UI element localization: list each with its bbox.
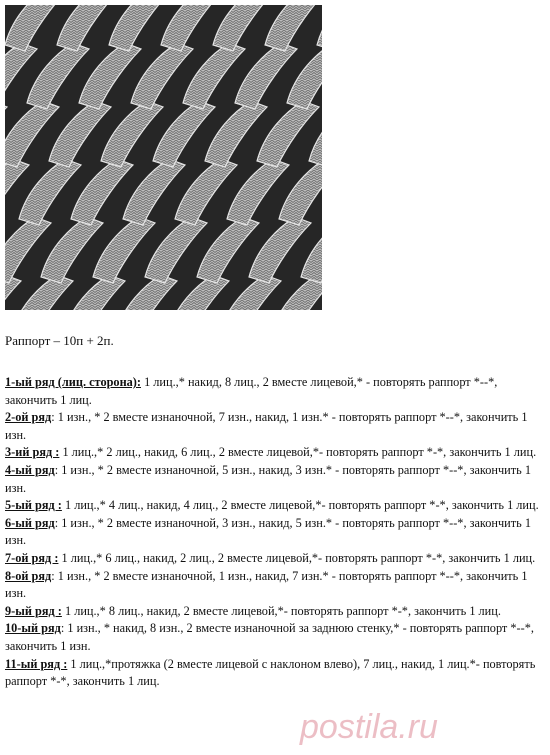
rapport-line: Раппорт – 10п + 2п. — [5, 333, 114, 348]
row-label: 7-ой ряд : — [5, 550, 59, 565]
row-6 — [5, 515, 540, 550]
row-label: 6-ый ряд — [5, 515, 55, 530]
row-label: 3-ий ряд : — [5, 445, 60, 460]
row-7 — [5, 550, 540, 568]
row-text: 1 лиц.,* 2 лиц., накид, 6 лиц., 2 вместе лицевой,*- повторять раппорт *-*, закончить 1 лиц. — [59, 445, 537, 460]
knit-pattern-photo — [5, 5, 322, 310]
row-5 — [5, 497, 540, 515]
row-3 — [5, 444, 540, 462]
row-text: : 1 изн., * 2 вместе изнаночной, 1 изн., накид, 7 изн.* - повторять раппорт *--*, закончить 1 изн. — [5, 568, 528, 601]
row-10 — [5, 620, 540, 655]
row-label: 5-ый ряд : — [5, 498, 62, 513]
row-8 — [5, 568, 540, 603]
instructions — [5, 374, 540, 691]
row-4 — [5, 462, 540, 497]
row-text: : 1 изн., * 2 вместе изнаночной, 7 изн., накид, 1 изн.* - повторять раппорт *--*, закончить 1 изн. — [5, 410, 528, 442]
row-text: 1 лиц.,* 6 лиц., накид, 2 лиц., 2 вместе лицевой,*- повторять раппорт *-*, закончить 1 лиц. — [58, 550, 536, 565]
row-label: 8-ой ряд — [5, 568, 52, 583]
row-text: : 1 изн., * 2 вместе изнаночной, 5 изн., накид, 3 изн.* - повторять раппорт *--*, закончить 1 изн. — [5, 462, 531, 495]
row-11 — [5, 656, 540, 691]
row-label: 10-ый ряд — [5, 621, 61, 636]
row-label: 11-ый ряд : — [5, 656, 68, 671]
row-label: 2-ой ряд — [5, 410, 52, 425]
row-label: 9-ый ряд : — [5, 603, 62, 618]
row-text: 1 лиц.,* 8 лиц., накид, 2 вместе лицевой,*- повторять раппорт *-*, закончить 1 лиц. — [61, 603, 501, 618]
row-1 — [5, 374, 540, 409]
row-text: : 1 изн., * накид, 8 изн., 2 вместе изнаночной за заднюю стенку,* - повторять раппорт *--*, закончить 1 изн. — [5, 621, 534, 653]
row-label: 1-ый ряд (лиц. сторона): — [5, 375, 141, 389]
row-label: 4-ый ряд — [5, 462, 55, 477]
row-text: 1 лиц.,* 4 лиц., накид, 4 лиц., 2 вместе лицевой,*- повторять раппорт *-*, закончить 1 лиц. — [61, 498, 539, 513]
row-2 — [5, 409, 540, 444]
row-text: 1 лиц.,*протяжка (2 вместе лицевой с наклоном влево), 7 лиц., накид, 1 лиц.*- повторять раппорт *-*, закончить 1 лиц. — [5, 656, 536, 689]
watermark: postila.ru — [300, 708, 438, 746]
row-text: 1 лиц.,* накид, 8 лиц., 2 вместе лицевой,* - повторять раппорт *--*, закончить 1 лиц. — [5, 375, 498, 407]
row-text: : 1 изн., * 2 вместе изнаночной, 3 изн., накид, 5 изн.* - повторять раппорт *--*, закончить 1 изн. — [5, 515, 531, 548]
row-9 — [5, 603, 540, 621]
